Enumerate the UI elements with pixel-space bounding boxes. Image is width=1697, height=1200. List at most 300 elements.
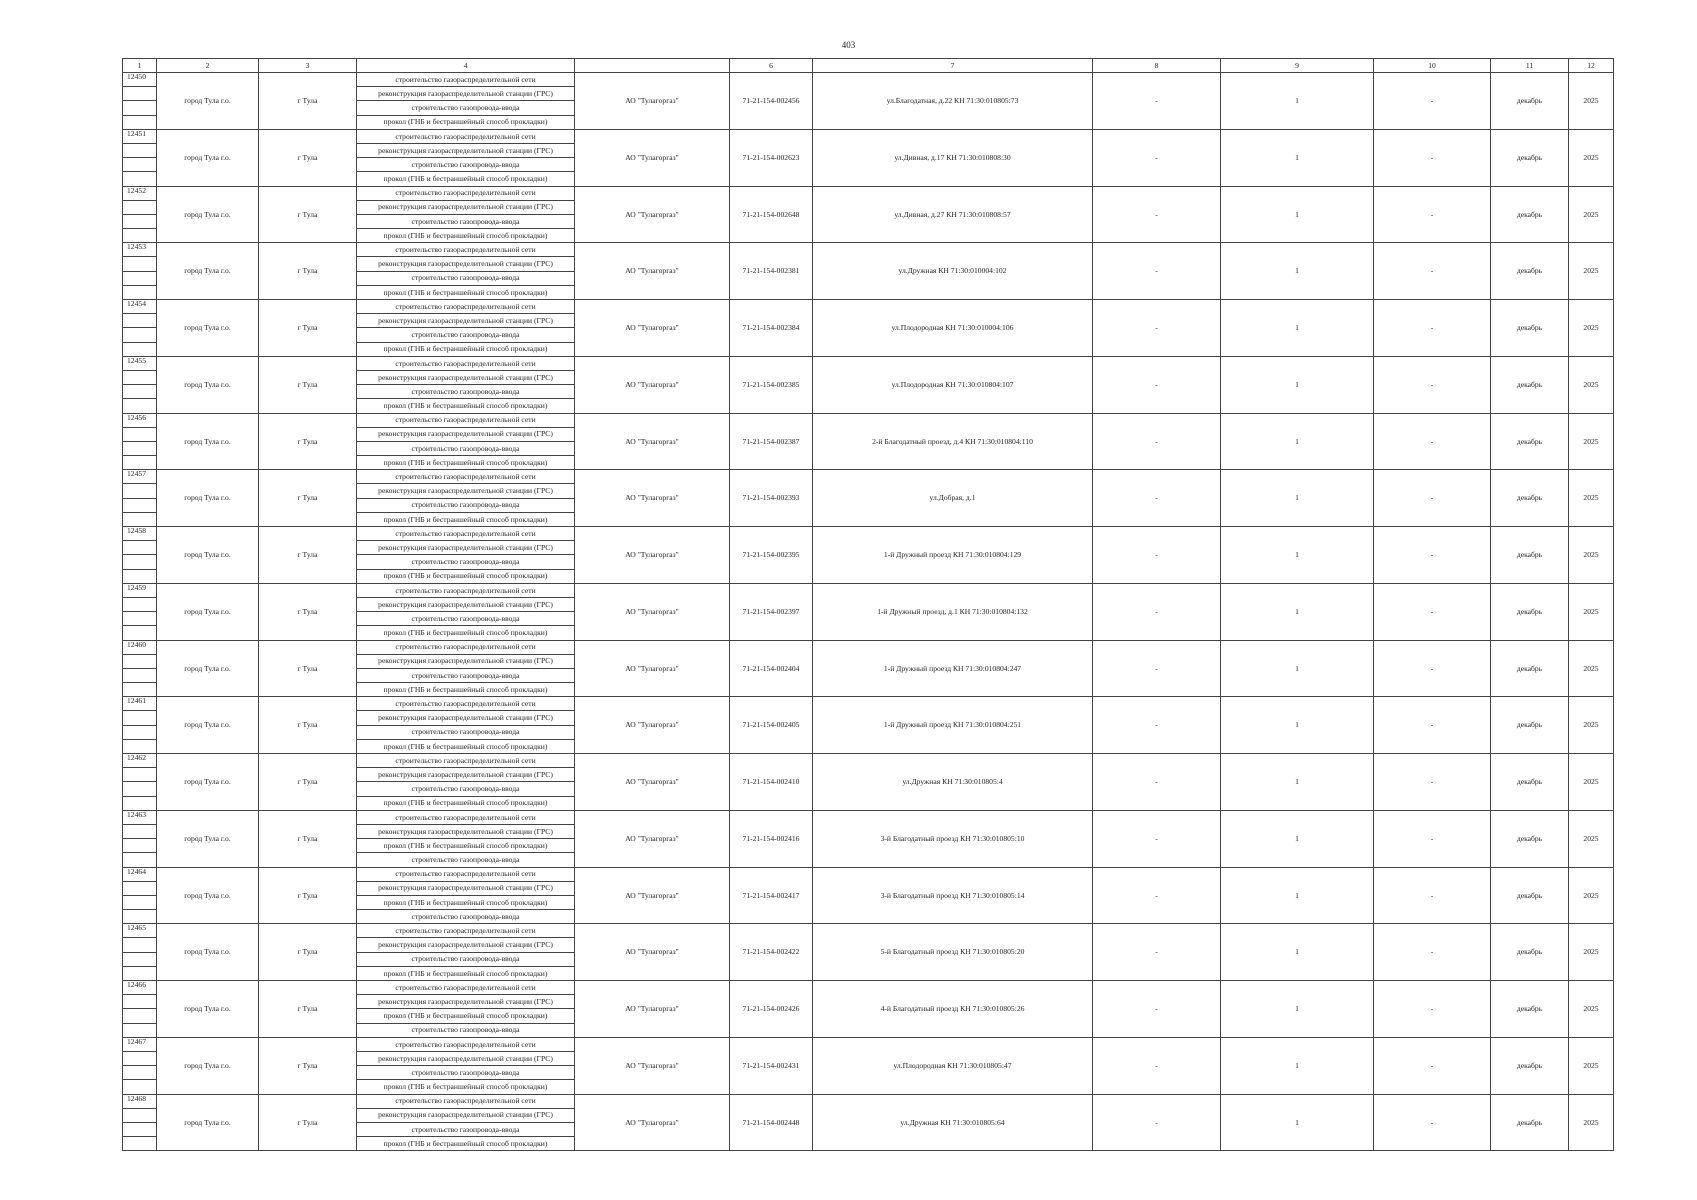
record-number: 12465: [123, 924, 157, 938]
work-type-cell: строительство газораспределительной сети: [357, 413, 575, 427]
month-cell: декабрь: [1491, 924, 1569, 981]
column-10-cell: -: [1374, 413, 1491, 470]
month-cell: декабрь: [1491, 73, 1569, 130]
operator-cell: АО "Тулагоргаз": [575, 527, 730, 584]
month-cell: декабрь: [1491, 1094, 1569, 1151]
column-10-cell: -: [1374, 300, 1491, 357]
municipality-cell: город Тула г.о.: [157, 1037, 259, 1094]
column-9-cell: 1: [1221, 73, 1374, 130]
column-8-cell: -: [1093, 754, 1221, 811]
year-cell: 2025: [1569, 810, 1614, 867]
column-8-cell: -: [1093, 867, 1221, 924]
year-cell: 2025: [1569, 129, 1614, 186]
work-type-cell: строительство газопровода-ввода: [357, 782, 575, 796]
work-type-cell: реконструкция газораспределительной станции (ГРС): [357, 881, 575, 895]
record-number: 12455: [123, 356, 157, 370]
record-number: 12467: [123, 1037, 157, 1051]
month-cell: декабрь: [1491, 186, 1569, 243]
record-number-subcell: [123, 612, 157, 626]
record-number-subcell: [123, 966, 157, 980]
column-8-cell: -: [1093, 356, 1221, 413]
record-number-subcell: [123, 484, 157, 498]
record-number: 12466: [123, 981, 157, 995]
work-type-cell: реконструкция газораспределительной станции (ГРС): [357, 484, 575, 498]
year-cell: 2025: [1569, 583, 1614, 640]
table-row: [123, 867, 1614, 881]
work-type-cell: реконструкция газораспределительной станции (ГРС): [357, 257, 575, 271]
column-8-cell: -: [1093, 129, 1221, 186]
address-cell: ул.Дивная, д.27 КН 71:30:010808:57: [813, 186, 1093, 243]
year-cell: 2025: [1569, 981, 1614, 1038]
work-type-cell: строительство газораспределительной сети: [357, 300, 575, 314]
record-number: 12459: [123, 583, 157, 597]
locality-cell: г Тула: [259, 129, 357, 186]
municipality-cell: город Тула г.о.: [157, 129, 259, 186]
month-cell: декабрь: [1491, 413, 1569, 470]
address-cell: ул.Дружная КН 71:30:010004:102: [813, 243, 1093, 300]
year-cell: 2025: [1569, 1094, 1614, 1151]
record-number-subcell: [123, 158, 157, 172]
operator-cell: АО "Тулагоргаз": [575, 1094, 730, 1151]
work-type-cell: строительство газораспределительной сети: [357, 1094, 575, 1108]
work-type-cell: строительство газораспределительной сети: [357, 583, 575, 597]
work-type-cell: реконструкция газораспределительной станции (ГРС): [357, 654, 575, 668]
record-number-subcell: [123, 938, 157, 952]
column-8-cell: -: [1093, 413, 1221, 470]
record-number-subcell: [123, 1009, 157, 1023]
work-type-cell: строительство газораспределительной сети: [357, 527, 575, 541]
table-row: [123, 243, 1614, 257]
object-code-cell: 71-21-154-002410: [730, 754, 813, 811]
locality-cell: г Тула: [259, 754, 357, 811]
table-row: [123, 697, 1614, 711]
column-10-cell: -: [1374, 981, 1491, 1038]
address-cell: ул.Благодатная, д.22 КН 71:30:010805:73: [813, 73, 1093, 130]
table-row: [123, 583, 1614, 597]
work-type-cell: строительство газораспределительной сети: [357, 129, 575, 143]
object-code-cell: 71-21-154-002448: [730, 1094, 813, 1151]
month-cell: декабрь: [1491, 1037, 1569, 1094]
operator-cell: АО "Тулагоргаз": [575, 867, 730, 924]
work-type-cell: строительство газораспределительной сети: [357, 470, 575, 484]
work-type-cell: строительство газопровода-ввода: [357, 101, 575, 115]
record-number-subcell: [123, 87, 157, 101]
record-number-subcell: [123, 597, 157, 611]
record-number: 12457: [123, 470, 157, 484]
work-type-cell: реконструкция газораспределительной станции (ГРС): [357, 143, 575, 157]
record-number: 12463: [123, 810, 157, 824]
column-9-cell: 1: [1221, 867, 1374, 924]
municipality-cell: город Тула г.о.: [157, 754, 259, 811]
column-9-cell: 1: [1221, 1037, 1374, 1094]
locality-cell: г Тула: [259, 73, 357, 130]
object-code-cell: 71-21-154-002404: [730, 640, 813, 697]
record-number: 12456: [123, 413, 157, 427]
object-code-cell: 71-21-154-002417: [730, 867, 813, 924]
record-number: 12451: [123, 129, 157, 143]
municipality-cell: город Тула г.о.: [157, 243, 259, 300]
column-8-cell: -: [1093, 73, 1221, 130]
municipality-cell: город Тула г.о.: [157, 300, 259, 357]
work-type-cell: строительство газораспределительной сети: [357, 243, 575, 257]
column-10-cell: -: [1374, 867, 1491, 924]
column-header: 8: [1093, 59, 1221, 73]
work-type-cell: прокол (ГНБ и бестраншейный способ прокладки): [357, 569, 575, 583]
column-10-cell: -: [1374, 1094, 1491, 1151]
record-number-subcell: [123, 1137, 157, 1151]
locality-cell: г Тула: [259, 413, 357, 470]
column-10-cell: -: [1374, 527, 1491, 584]
work-type-cell: реконструкция газораспределительной станции (ГРС): [357, 200, 575, 214]
column-9-cell: 1: [1221, 300, 1374, 357]
work-type-cell: строительство газопровода-ввода: [357, 271, 575, 285]
address-cell: ул.Добрая, д.1: [813, 470, 1093, 527]
column-header: 7: [813, 59, 1093, 73]
object-code-cell: 71-21-154-002385: [730, 356, 813, 413]
record-number-subcell: [123, 683, 157, 697]
municipality-cell: город Тула г.о.: [157, 1094, 259, 1151]
work-type-cell: реконструкция газораспределительной станции (ГРС): [357, 768, 575, 782]
column-9-cell: 1: [1221, 754, 1374, 811]
work-type-cell: строительство газораспределительной сети: [357, 73, 575, 87]
work-type-cell: прокол (ГНБ и бестраншейный способ прокладки): [357, 115, 575, 129]
table-row: [123, 640, 1614, 654]
year-cell: 2025: [1569, 356, 1614, 413]
object-code-cell: 71-21-154-002431: [730, 1037, 813, 1094]
address-cell: 1-й Дружный проезд КН 71:30:010804:129: [813, 527, 1093, 584]
record-number-subcell: [123, 995, 157, 1009]
record-number-subcell: [123, 115, 157, 129]
column-9-cell: 1: [1221, 924, 1374, 981]
column-8-cell: -: [1093, 300, 1221, 357]
record-number-subcell: [123, 739, 157, 753]
operator-cell: АО "Тулагоргаз": [575, 697, 730, 754]
work-type-cell: строительство газораспределительной сети: [357, 754, 575, 768]
month-cell: декабрь: [1491, 300, 1569, 357]
month-cell: декабрь: [1491, 981, 1569, 1038]
column-8-cell: -: [1093, 470, 1221, 527]
column-9-cell: 1: [1221, 810, 1374, 867]
column-8-cell: -: [1093, 186, 1221, 243]
operator-cell: АО "Тулагоргаз": [575, 583, 730, 640]
object-code-cell: 71-21-154-002393: [730, 470, 813, 527]
column-10-cell: -: [1374, 583, 1491, 640]
work-type-cell: строительство газопровода-ввода: [357, 555, 575, 569]
record-number-subcell: [123, 910, 157, 924]
column-8-cell: -: [1093, 1094, 1221, 1151]
record-number-subcell: [123, 541, 157, 555]
work-type-cell: прокол (ГНБ и бестраншейный способ прокладки): [357, 1009, 575, 1023]
work-type-cell: прокол (ГНБ и бестраншейный способ прокладки): [357, 342, 575, 356]
object-code-cell: 71-21-154-002395: [730, 527, 813, 584]
record-number-subcell: [123, 456, 157, 470]
year-cell: 2025: [1569, 243, 1614, 300]
column-header: 9: [1221, 59, 1374, 73]
locality-cell: г Тула: [259, 243, 357, 300]
column-9-cell: 1: [1221, 470, 1374, 527]
column-10-cell: -: [1374, 640, 1491, 697]
work-type-cell: реконструкция газораспределительной станции (ГРС): [357, 370, 575, 384]
column-9-cell: 1: [1221, 527, 1374, 584]
column-9-cell: 1: [1221, 697, 1374, 754]
month-cell: декабрь: [1491, 583, 1569, 640]
address-cell: 1-й Дружный проезд КН 71:30:010804:251: [813, 697, 1093, 754]
table-row: [123, 1094, 1614, 1108]
record-number-subcell: [123, 952, 157, 966]
column-10-cell: -: [1374, 470, 1491, 527]
month-cell: декабрь: [1491, 470, 1569, 527]
work-type-cell: строительство газопровода-ввода: [357, 498, 575, 512]
municipality-cell: город Тула г.о.: [157, 924, 259, 981]
column-10-cell: -: [1374, 243, 1491, 300]
record-number: 12450: [123, 73, 157, 87]
municipality-cell: город Тула г.о.: [157, 640, 259, 697]
table-row: [123, 754, 1614, 768]
operator-cell: АО "Тулагоргаз": [575, 73, 730, 130]
record-number: 12461: [123, 697, 157, 711]
month-cell: декабрь: [1491, 697, 1569, 754]
record-number-subcell: [123, 328, 157, 342]
municipality-cell: город Тула г.о.: [157, 981, 259, 1038]
column-8-cell: -: [1093, 981, 1221, 1038]
work-type-cell: прокол (ГНБ и бестраншейный способ прокладки): [357, 966, 575, 980]
record-number-subcell: [123, 853, 157, 867]
record-number: 12460: [123, 640, 157, 654]
record-number: 12454: [123, 300, 157, 314]
column-10-cell: -: [1374, 129, 1491, 186]
column-8-cell: -: [1093, 527, 1221, 584]
municipality-cell: город Тула г.о.: [157, 356, 259, 413]
table-row: [123, 1037, 1614, 1051]
work-type-cell: реконструкция газораспределительной станции (ГРС): [357, 711, 575, 725]
address-cell: 3-й Благодатный проезд КН 71:30:010805:14: [813, 867, 1093, 924]
record-number-subcell: [123, 1108, 157, 1122]
address-cell: 1-й Дружный проезд, д.1 КН 71:30:010804:132: [813, 583, 1093, 640]
column-header: 12: [1569, 59, 1614, 73]
object-code-cell: 71-21-154-002623: [730, 129, 813, 186]
work-type-cell: прокол (ГНБ и бестраншейный способ прокладки): [357, 456, 575, 470]
table-row: [123, 810, 1614, 824]
record-number-subcell: [123, 782, 157, 796]
column-header: [575, 59, 730, 73]
operator-cell: АО "Тулагоргаз": [575, 300, 730, 357]
operator-cell: АО "Тулагоргаз": [575, 470, 730, 527]
month-cell: декабрь: [1491, 527, 1569, 584]
locality-cell: г Тула: [259, 583, 357, 640]
work-type-cell: строительство газораспределительной сети: [357, 186, 575, 200]
record-number-subcell: [123, 895, 157, 909]
object-code-cell: 71-21-154-002381: [730, 243, 813, 300]
month-cell: декабрь: [1491, 640, 1569, 697]
record-number-subcell: [123, 569, 157, 583]
address-cell: ул.Дивная, д.17 КН 71:30:010808:30: [813, 129, 1093, 186]
address-cell: ул.Плодородная КН 71:30:010805:47: [813, 1037, 1093, 1094]
work-type-cell: строительство газопровода-ввода: [357, 612, 575, 626]
work-type-cell: строительство газопровода-ввода: [357, 725, 575, 739]
column-header: 6: [730, 59, 813, 73]
record-number-subcell: [123, 257, 157, 271]
object-code-cell: 71-21-154-002405: [730, 697, 813, 754]
year-cell: 2025: [1569, 73, 1614, 130]
operator-cell: АО "Тулагоргаз": [575, 981, 730, 1038]
column-10-cell: -: [1374, 754, 1491, 811]
object-code-cell: 71-21-154-002426: [730, 981, 813, 1038]
record-number-subcell: [123, 441, 157, 455]
locality-cell: г Тула: [259, 640, 357, 697]
work-type-cell: строительство газопровода-ввода: [357, 853, 575, 867]
work-type-cell: прокол (ГНБ и бестраншейный способ прокладки): [357, 683, 575, 697]
address-cell: 1-й Дружный проезд КН 71:30:010804:247: [813, 640, 1093, 697]
object-code-cell: 71-21-154-002456: [730, 73, 813, 130]
locality-cell: г Тула: [259, 697, 357, 754]
work-type-cell: строительство газопровода-ввода: [357, 910, 575, 924]
work-type-cell: строительство газопровода-ввода: [357, 214, 575, 228]
record-number: 12464: [123, 867, 157, 881]
year-cell: 2025: [1569, 186, 1614, 243]
work-type-cell: строительство газопровода-ввода: [357, 1066, 575, 1080]
year-cell: 2025: [1569, 470, 1614, 527]
record-number-subcell: [123, 1066, 157, 1080]
locality-cell: г Тула: [259, 300, 357, 357]
record-number-subcell: [123, 399, 157, 413]
column-header: 11: [1491, 59, 1569, 73]
column-8-cell: -: [1093, 810, 1221, 867]
table-row: [123, 924, 1614, 938]
year-cell: 2025: [1569, 924, 1614, 981]
record-number-subcell: [123, 839, 157, 853]
record-number-subcell: [123, 314, 157, 328]
table-row: [123, 413, 1614, 427]
locality-cell: г Тула: [259, 186, 357, 243]
record-number: 12452: [123, 186, 157, 200]
record-number-subcell: [123, 370, 157, 384]
work-type-cell: прокол (ГНБ и бестраншейный способ прокладки): [357, 399, 575, 413]
record-number-subcell: [123, 200, 157, 214]
work-type-cell: реконструкция газораспределительной станции (ГРС): [357, 938, 575, 952]
record-number-subcell: [123, 1080, 157, 1094]
column-10-cell: -: [1374, 356, 1491, 413]
work-type-cell: прокол (ГНБ и бестраншейный способ прокладки): [357, 1137, 575, 1151]
work-type-cell: строительство газопровода-ввода: [357, 328, 575, 342]
operator-cell: АО "Тулагоргаз": [575, 924, 730, 981]
column-8-cell: -: [1093, 924, 1221, 981]
column-header: 3: [259, 59, 357, 73]
record-number-subcell: [123, 768, 157, 782]
work-type-cell: реконструкция газораспределительной станции (ГРС): [357, 597, 575, 611]
work-type-cell: строительство газопровода-ввода: [357, 158, 575, 172]
locality-cell: г Тула: [259, 810, 357, 867]
work-type-cell: строительство газораспределительной сети: [357, 356, 575, 370]
column-9-cell: 1: [1221, 413, 1374, 470]
column-9-cell: 1: [1221, 1094, 1374, 1151]
work-type-cell: прокол (ГНБ и бестраншейный способ прокладки): [357, 839, 575, 853]
record-number-subcell: [123, 725, 157, 739]
record-number-subcell: [123, 824, 157, 838]
column-9-cell: 1: [1221, 129, 1374, 186]
municipality-cell: город Тула г.о.: [157, 470, 259, 527]
municipality-cell: город Тула г.о.: [157, 527, 259, 584]
record-number-subcell: [123, 385, 157, 399]
year-cell: 2025: [1569, 867, 1614, 924]
record-number-subcell: [123, 626, 157, 640]
operator-cell: АО "Тулагоргаз": [575, 129, 730, 186]
municipality-cell: город Тула г.о.: [157, 697, 259, 754]
record-number-subcell: [123, 796, 157, 810]
address-cell: ул.Плодородная КН 71:30:010004:106: [813, 300, 1093, 357]
table-row: [123, 356, 1614, 370]
column-9-cell: 1: [1221, 356, 1374, 413]
year-cell: 2025: [1569, 413, 1614, 470]
work-type-cell: строительство газопровода-ввода: [357, 952, 575, 966]
column-8-cell: -: [1093, 640, 1221, 697]
municipality-cell: город Тула г.о.: [157, 867, 259, 924]
column-9-cell: 1: [1221, 583, 1374, 640]
work-type-cell: прокол (ГНБ и бестраншейный способ прокладки): [357, 739, 575, 753]
locality-cell: г Тула: [259, 1037, 357, 1094]
month-cell: декабрь: [1491, 243, 1569, 300]
table-row: [123, 129, 1614, 143]
record-number-subcell: [123, 555, 157, 569]
year-cell: 2025: [1569, 640, 1614, 697]
operator-cell: АО "Тулагоргаз": [575, 243, 730, 300]
address-cell: 5-й Благодатный проезд КН 71:30:010805:20: [813, 924, 1093, 981]
work-type-cell: прокол (ГНБ и бестраншейный способ прокладки): [357, 1080, 575, 1094]
work-type-cell: реконструкция газораспределительной станции (ГРС): [357, 995, 575, 1009]
year-cell: 2025: [1569, 697, 1614, 754]
work-type-cell: строительство газопровода-ввода: [357, 668, 575, 682]
record-number-subcell: [123, 1023, 157, 1037]
operator-cell: АО "Тулагоргаз": [575, 640, 730, 697]
column-8-cell: -: [1093, 1037, 1221, 1094]
record-number-subcell: [123, 512, 157, 526]
locality-cell: г Тула: [259, 1094, 357, 1151]
year-cell: 2025: [1569, 1037, 1614, 1094]
register-body: [123, 73, 1614, 1151]
record-number-subcell: [123, 172, 157, 186]
column-10-cell: -: [1374, 1037, 1491, 1094]
column-9-cell: 1: [1221, 640, 1374, 697]
work-type-cell: строительство газораспределительной сети: [357, 867, 575, 881]
address-cell: 4-й Благодатный проезд КН 71:30:010805:26: [813, 981, 1093, 1038]
year-cell: 2025: [1569, 754, 1614, 811]
work-type-cell: реконструкция газораспределительной станции (ГРС): [357, 427, 575, 441]
work-type-cell: строительство газораспределительной сети: [357, 924, 575, 938]
work-type-cell: прокол (ГНБ и бестраншейный способ прокладки): [357, 796, 575, 810]
column-header: 10: [1374, 59, 1491, 73]
work-type-cell: строительство газораспределительной сети: [357, 810, 575, 824]
operator-cell: АО "Тулагоргаз": [575, 186, 730, 243]
month-cell: декабрь: [1491, 129, 1569, 186]
column-header: 4: [357, 59, 575, 73]
work-type-cell: строительство газопровода-ввода: [357, 385, 575, 399]
address-cell: 2-й Благодатный проезд, д.4 КН 71:30:010804:110: [813, 413, 1093, 470]
year-cell: 2025: [1569, 300, 1614, 357]
operator-cell: АО "Тулагоргаз": [575, 754, 730, 811]
column-header: 2: [157, 59, 259, 73]
work-type-cell: прокол (ГНБ и бестраншейный способ прокладки): [357, 285, 575, 299]
object-code-cell: 71-21-154-002384: [730, 300, 813, 357]
record-number-subcell: [123, 285, 157, 299]
work-type-cell: строительство газораспределительной сети: [357, 697, 575, 711]
locality-cell: г Тула: [259, 981, 357, 1038]
record-number-subcell: [123, 654, 157, 668]
address-cell: ул.Дружная КН 71:30:010805:4: [813, 754, 1093, 811]
work-type-cell: строительство газораспределительной сети: [357, 1037, 575, 1051]
record-number-subcell: [123, 881, 157, 895]
table-row: [123, 470, 1614, 484]
record-number-subcell: [123, 143, 157, 157]
column-10-cell: -: [1374, 697, 1491, 754]
